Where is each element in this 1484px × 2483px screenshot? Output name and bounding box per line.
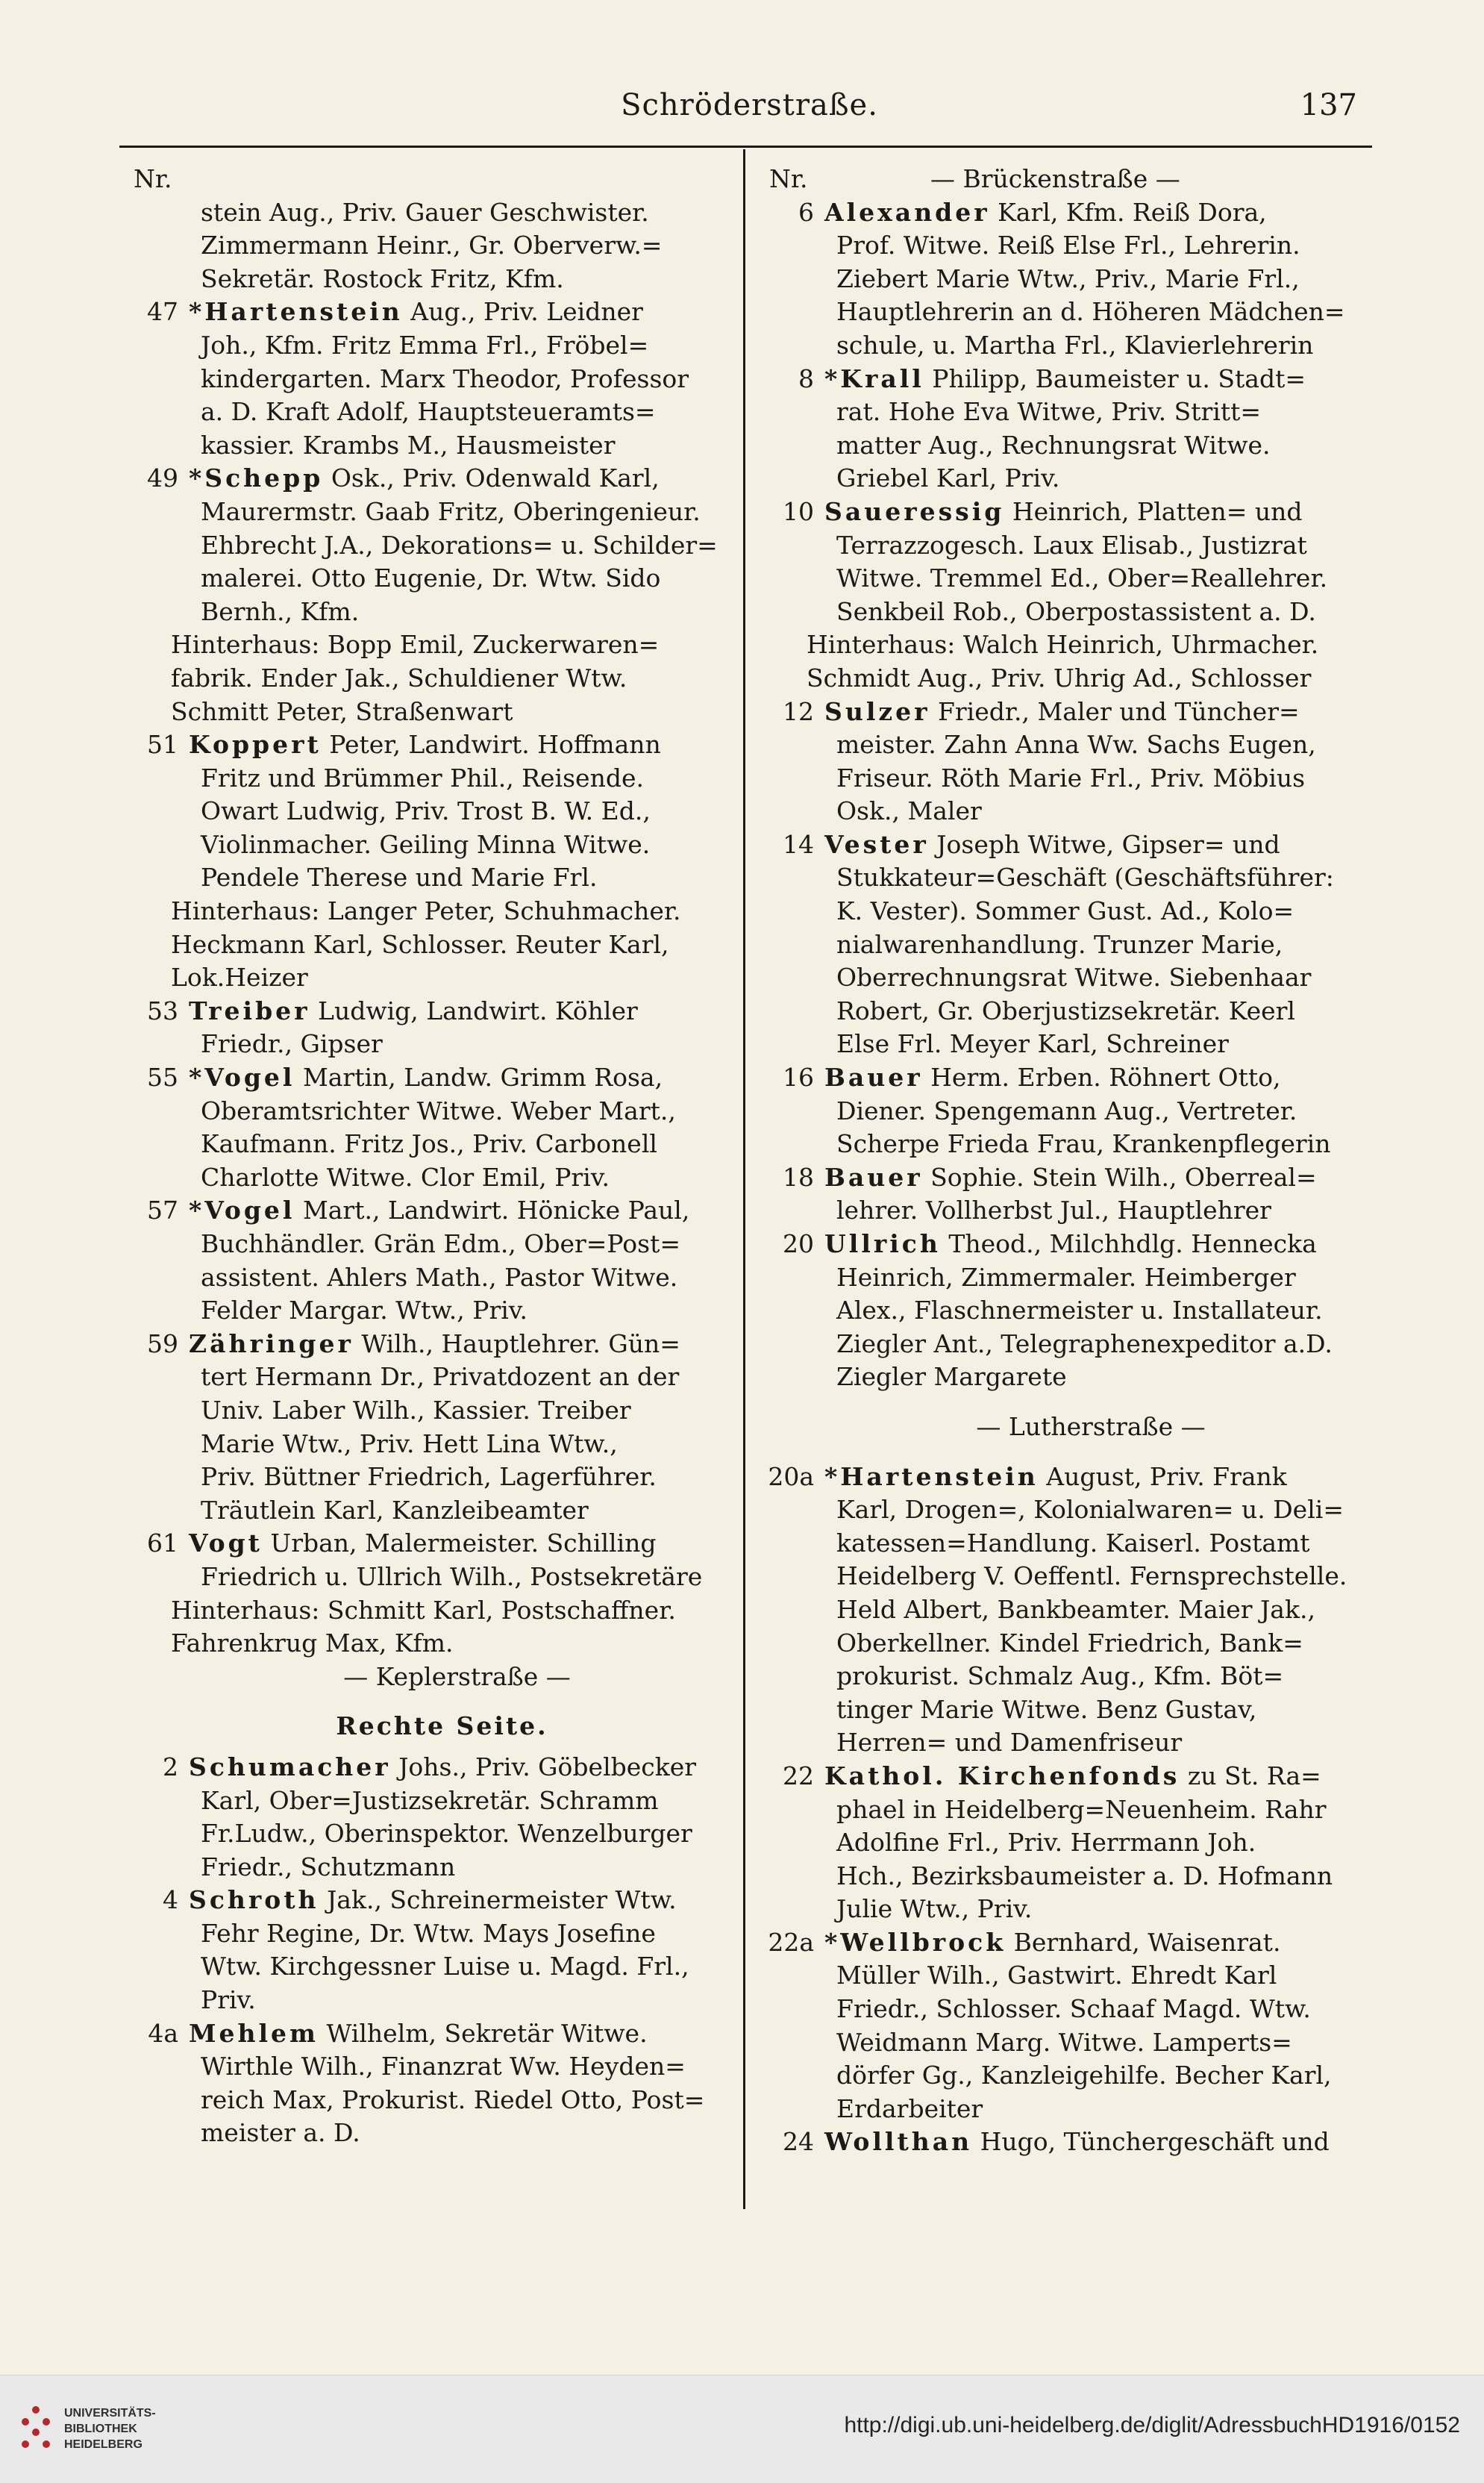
entry-continuation-line: Oberrechnungsrat Witwe. Siebenhaar <box>836 963 1312 993</box>
owner-name: Sulzer <box>824 696 930 726</box>
entry-continuation-line: Terrazzogesch. Laux Elisab., Justizrat <box>836 530 1307 560</box>
entry-continuation-line: Griebel Karl, Priv. <box>836 463 1060 493</box>
entry-continuation-line: Fritz und Brümmer Phil., Reisende. <box>201 763 644 793</box>
entry-continuation-line: reich Max, Prokurist. Riedel Otto, Post= <box>201 2084 705 2114</box>
entry-first-line <box>759 496 1393 529</box>
entry-continuation-line: Herren= und Damenfriseur <box>836 1728 1183 1758</box>
entry-continuation-line: Charlotte Witwe. Clor Emil, Priv. <box>201 1162 610 1192</box>
entry-text: Joseph Witwe, Gipser= und <box>936 829 1280 859</box>
continuation-line: Sekretär. Rostock Fritz, Kfm. <box>201 263 564 293</box>
entry-first-line <box>123 1194 761 1228</box>
library-name-line-1: UNIVERSITÄTS- <box>64 2407 156 2420</box>
library-name <box>64 2405 156 2452</box>
owner-name: Koppert <box>189 730 322 760</box>
entry-first-line <box>759 196 1393 230</box>
entry-first-line <box>123 2017 761 2051</box>
hinterhaus-line: Hinterhaus: Bopp Emil, Zuckerwaren= <box>171 630 660 660</box>
entry-continuation-line: phael in Heidelberg=Neuenheim. Rahr <box>836 1794 1327 1824</box>
house-entry <box>759 828 1393 1061</box>
entry-first-line <box>123 296 761 329</box>
entry-text: Johs., Priv. Göbelbecker <box>398 1752 697 1781</box>
entry-text: Karl, Kfm. Reiß Dora, <box>998 197 1267 227</box>
owner-name: *Vogel <box>189 1063 295 1093</box>
entry-text: August, Priv. Frank <box>1046 1461 1287 1491</box>
entry-text: Aug., Priv. Leidner <box>410 297 643 327</box>
hinterhaus-line: Lok.Heizer <box>171 963 308 993</box>
owner-name: Saueressig <box>824 496 1005 526</box>
entry-continuation-line: Osk., Maler <box>836 796 982 826</box>
library-name-line-3: HEIDELBERG <box>64 2438 143 2451</box>
entry-continuation-line: Priv. <box>201 1985 256 2015</box>
entry-text: Mart., Landwirt. Hönicke Paul, <box>302 1196 690 1225</box>
house-entry <box>759 696 1393 828</box>
entry-first-line <box>123 1061 761 1095</box>
entry-continuation-line: Robert, Gr. Oberjustizsekretär. Keerl <box>836 996 1295 1025</box>
entry-continuation-line: Adolfine Frl., Priv. Herrmann Joh. <box>836 1828 1256 1858</box>
house-number: 49 <box>147 463 178 493</box>
entry-continuation-line: prokurist. Schmalz Aug., Kfm. Böt= <box>836 1661 1284 1691</box>
entry-first-line <box>759 1061 1393 1095</box>
owner-name: Wollthan <box>824 2127 973 2157</box>
entry-continuation-line: Pendele Therese und Marie Frl. <box>201 863 598 893</box>
entry-continuation-line: Diener. Spengemann Aug., Vertreter. <box>836 1096 1297 1125</box>
hinterhaus-line: Hinterhaus: Langer Peter, Schuhmacher. <box>171 896 681 926</box>
hinterhaus-line: Schmidt Aug., Priv. Uhrig Ad., Schlosser <box>807 663 1312 693</box>
entry-continuation-line: Felder Margar. Wtw., Priv. <box>201 1296 527 1325</box>
house-number: 47 <box>147 297 178 327</box>
entry-continuation-line: Müller Wilh., Gastwirt. Ehredt Karl <box>836 1961 1277 1990</box>
entry-text: Herm. Erben. Röhnert Otto, <box>930 1063 1281 1093</box>
entry-continuation-line: Wirthle Wilh., Finanzrat Ww. Heyden= <box>201 2052 686 2081</box>
house-entry <box>759 496 1393 628</box>
house-number: 4a <box>148 2018 178 2048</box>
house-entry <box>123 2017 761 2150</box>
house-entry <box>759 196 1393 363</box>
entry-first-line <box>759 1161 1393 1195</box>
section-heading-lutherstrasse: — Lutherstraße — <box>976 1411 1206 1441</box>
entry-continuation-line: Kaufmann. Fritz Jos., Priv. Carbonell <box>201 1129 657 1159</box>
entry-text: Urban, Malermeister. Schilling <box>270 1528 657 1558</box>
hinterhaus-line: Hinterhaus: Walch Heinrich, Uhrmacher. <box>807 630 1319 660</box>
entry-continuation-line: Univ. Laber Wilh., Kassier. Treiber <box>201 1395 631 1425</box>
house-entry <box>123 1194 761 1327</box>
entry-continuation-line: Marie Wtw., Priv. Hett Lina Wtw., <box>201 1428 618 1458</box>
owner-name: Schroth <box>189 1885 319 1915</box>
owner-name: *Wellbrock <box>824 1927 1006 1957</box>
entry-continuation-line: Erdarbeiter <box>836 2093 983 2123</box>
entry-continuation-line: kassier. Krambs M., Hausmeister <box>201 430 616 460</box>
entry-text: Hugo, Tünchergeschäft und <box>980 2127 1330 2157</box>
entry-continuation-line: Fr.Ludw., Oberinspektor. Wenzelburger <box>201 1819 692 1849</box>
hinterhaus-line: fabrik. Ender Jak., Schuldiener Wtw. <box>171 663 627 693</box>
house-entry <box>123 1328 761 1528</box>
header-rule <box>119 146 1372 148</box>
page-number: 137 <box>1300 88 1357 122</box>
entry-first-line <box>123 995 761 1028</box>
entry-continuation-line: Ehbrecht J.A., Dekorations= u. Schilder= <box>201 530 718 560</box>
right-column <box>759 163 1393 2159</box>
entry-continuation-line: kindergarten. Marx Theodor, Professor <box>201 363 689 393</box>
house-entry <box>123 1527 761 1593</box>
house-number: 10 <box>783 496 814 526</box>
owner-name: *Schepp <box>189 463 324 493</box>
university-logo-icon <box>16 2404 55 2453</box>
continuation-line: stein Aug., Priv. Gauer Geschwister. <box>201 197 649 227</box>
entry-first-line <box>123 1751 761 1784</box>
entry-continuation-line: Ziebert Marie Wtw., Priv., Marie Frl., <box>836 263 1300 293</box>
owner-name: Vester <box>824 829 929 859</box>
entry-continuation-line: Joh., Kfm. Fritz Emma Frl., Fröbel= <box>201 330 649 360</box>
right-header-row <box>759 163 1393 196</box>
entry-text: Wilh., Hauptlehrer. Gün= <box>361 1328 680 1358</box>
entry-continuation-line: nialwarenhandlung. Trunzer Marie, <box>836 929 1283 959</box>
house-number: 4 <box>163 1885 178 1915</box>
entry-continuation-line: malerei. Otto Eugenie, Dr. Wtw. Sido <box>201 563 661 593</box>
house-number: 22 <box>783 1761 814 1790</box>
section-subheading-rechte-seite: Rechte Seite. <box>336 1711 548 1741</box>
house-number: 53 <box>147 996 178 1025</box>
entry-continuation-line: Senkbeil Rob., Oberpostassistent a. D. <box>836 596 1316 626</box>
house-entry <box>759 1061 1393 1161</box>
entry-continuation-line: Ziegler Ant., Telegraphenexpeditor a.D. <box>836 1328 1333 1358</box>
entry-first-line <box>759 1760 1393 1793</box>
entry-continuation-line: meister a. D. <box>201 2118 360 2148</box>
entry-continuation-line: Fehr Regine, Dr. Wtw. Mays Josefine <box>201 1918 656 1948</box>
entry-first-line <box>123 1328 761 1361</box>
entry-continuation-line: Alex., Flaschnermeister u. Installateur. <box>836 1296 1323 1325</box>
entry-continuation-line: Scherpe Frieda Frau, Krankenpflegerin <box>836 1129 1331 1159</box>
entry-continuation-line: Owart Ludwig, Priv. Trost B. W. Ed., <box>201 796 651 826</box>
entry-continuation-line: Heinrich, Zimmermaler. Heimberger <box>836 1262 1296 1292</box>
house-entry <box>759 1161 1393 1228</box>
entry-continuation-line: matter Aug., Rechnungsrat Witwe. <box>836 430 1271 460</box>
entry-text: Ludwig, Landwirt. Köhler <box>318 996 638 1025</box>
entry-text: Heinrich, Platten= und <box>1012 496 1303 526</box>
nr-label: Nr. <box>134 164 172 193</box>
entry-continuation-line: Heidelberg V. Oeffentl. Fernsprechstelle. <box>836 1561 1347 1591</box>
entry-continuation-line: Stukkateur=Geschäft (Geschäftsführer: <box>836 863 1334 893</box>
entry-continuation-line: Witwe. Tremmel Ed., Ober=Reallehrer. <box>836 563 1328 593</box>
entry-continuation-line: lehrer. Vollherbst Jul., Hauptlehrer <box>836 1196 1271 1225</box>
house-entry <box>759 1461 1393 1760</box>
entry-continuation-line: Hch., Bezirksbaumeister a. D. Hofmann <box>836 1861 1333 1890</box>
entry-first-line <box>123 728 761 762</box>
house-number: 55 <box>147 1063 178 1093</box>
entry-continuation-line: Held Albert, Bankbeamter. Maier Jak., <box>836 1594 1315 1624</box>
entry-continuation-line: katessen=Handlung. Kaiserl. Postamt <box>836 1528 1310 1558</box>
entry-continuation-line: Friseur. Röth Marie Frl., Priv. Möbius <box>836 763 1306 793</box>
entry-continuation-line: Julie Wtw., Priv. <box>836 1894 1033 1924</box>
entry-continuation-line: Karl, Drogen=, Kolonialwaren= u. Deli= <box>836 1495 1344 1525</box>
entry-text: Friedr., Maler und Tüncher= <box>937 696 1300 726</box>
hinterhaus-line: Fahrenkrug Max, Kfm. <box>171 1628 454 1658</box>
entry-continuation-line: Weidmann Marg. Witwe. Lamperts= <box>836 2027 1292 2057</box>
entry-text: Martin, Landw. Grimm Rosa, <box>302 1063 663 1093</box>
entry-continuation-line: Bernh., Kfm. <box>201 596 360 626</box>
entry-text: Osk., Priv. Odenwald Karl, <box>331 463 660 493</box>
owner-name: *Krall <box>824 363 924 393</box>
entry-continuation-line: Priv. Büttner Friedrich, Lagerführer. <box>201 1462 657 1492</box>
house-entry <box>759 2126 1393 2159</box>
entry-continuation-line: Wtw. Kirchgessner Luise u. Magd. Frl., <box>201 1952 689 1981</box>
entry-first-line <box>123 1884 761 1917</box>
entry-continuation-line: Violinmacher. Geiling Minna Witwe. <box>201 829 651 859</box>
entry-continuation-line: Maurermstr. Gaab Fritz, Oberingenieur. <box>201 496 701 526</box>
entry-continuation-line: Buchhändler. Grän Edm., Ober=Post= <box>201 1229 681 1258</box>
house-entry <box>123 1751 761 1884</box>
owner-name: *Vogel <box>189 1196 295 1225</box>
entry-continuation-line: meister. Zahn Anna Ww. Sachs Eugen, <box>836 730 1316 760</box>
entry-continuation-line: a. D. Kraft Adolf, Hauptsteueramts= <box>201 397 656 427</box>
owner-name: Mehlem <box>189 2018 319 2048</box>
entry-continuation-line: Ziegler Margarete <box>836 1362 1067 1392</box>
owner-name: *Hartenstein <box>824 1461 1039 1491</box>
entry-continuation-line: Träutlein Karl, Kanzleibeamter <box>201 1495 589 1525</box>
entry-first-line <box>759 1461 1393 1494</box>
section-heading-brueckenstrasse: — Brückenstraße — <box>930 164 1180 193</box>
entry-continuation-line: K. Vester). Sommer Gust. Ad., Kolo= <box>836 896 1294 926</box>
entry-first-line <box>759 696 1393 729</box>
house-number: 57 <box>147 1196 178 1225</box>
entry-continuation-line: Friedrich u. Ullrich Wilh., Postsekretäre <box>201 1561 703 1591</box>
house-entry <box>759 1760 1393 1926</box>
hinterhaus-line: Schmitt Peter, Straßenwart <box>171 696 513 726</box>
house-entry <box>759 363 1393 496</box>
section-heading-keplerstrasse: — Keplerstraße — <box>343 1661 571 1691</box>
entry-continuation-line: assistent. Ahlers Math., Pastor Witwe. <box>201 1262 678 1292</box>
entry-text: Jak., Schreinermeister Wtw. <box>327 1885 677 1915</box>
entry-text: Theod., Milchhdlg. Hennecka <box>948 1229 1317 1258</box>
house-entry <box>759 1926 1393 2126</box>
house-entry <box>123 728 761 895</box>
house-number: 14 <box>783 829 814 859</box>
owner-name: Treiber <box>189 996 310 1025</box>
entry-continuation-line: Karl, Ober=Justizsekretär. Schramm <box>201 1785 659 1815</box>
house-entry <box>123 995 761 1061</box>
house-number: 51 <box>147 730 178 760</box>
house-entry <box>759 1228 1393 1394</box>
entry-text: Philipp, Baumeister u. Stadt= <box>932 363 1306 393</box>
entry-continuation-line: tinger Marie Witwe. Benz Gustav, <box>836 1694 1257 1724</box>
house-number: 2 <box>163 1752 178 1781</box>
owner-name: Bauer <box>824 1063 923 1093</box>
entry-continuation-line: Else Frl. Meyer Karl, Schreiner <box>836 1029 1229 1059</box>
entry-text: Bernhard, Waisenrat. <box>1013 1927 1281 1957</box>
entry-continuation-line: dörfer Gg., Kanzleigehilfe. Becher Karl, <box>836 2061 1332 2090</box>
entry-first-line <box>759 363 1393 396</box>
viewer-footer <box>0 2375 1484 2483</box>
owner-name: Bauer <box>824 1162 923 1192</box>
entry-first-line <box>759 2126 1393 2159</box>
entry-continuation-line: Friedr., Schutzmann <box>201 1852 456 1881</box>
house-entry <box>123 1061 761 1194</box>
house-entry <box>123 1884 761 2017</box>
entry-first-line <box>759 1926 1393 1960</box>
house-number: 61 <box>147 1528 178 1558</box>
entry-continuation-line: Oberkellner. Kindel Friedrich, Bank= <box>836 1628 1303 1658</box>
left-column <box>123 163 761 2150</box>
owner-name: Zähringer <box>189 1328 354 1358</box>
house-number: 20a <box>768 1461 814 1491</box>
owner-name: Alexander <box>824 197 990 227</box>
owner-name: *Hartenstein <box>189 297 403 327</box>
entry-continuation-line: Friedr., Schlosser. Schaaf Magd. Wtw. <box>836 1994 1311 2024</box>
entry-text: Wilhelm, Sekretär Witwe. <box>326 2018 648 2048</box>
house-number: 8 <box>798 363 814 393</box>
house-number: 24 <box>783 2127 814 2157</box>
house-number: 12 <box>783 696 814 726</box>
entry-continuation-line: Prof. Witwe. Reiß Else Frl., Lehrerin. <box>836 231 1300 260</box>
entry-text: Peter, Landwirt. Hoffmann <box>329 730 661 760</box>
hinterhaus-line: Hinterhaus: Schmitt Karl, Postschaffner. <box>171 1595 676 1625</box>
entry-text: zu St. Ra= <box>1187 1761 1321 1790</box>
owner-name: Ullrich <box>824 1229 941 1258</box>
house-number: 18 <box>783 1162 814 1192</box>
house-entry <box>123 296 761 462</box>
house-number: 22a <box>768 1927 814 1957</box>
library-name-line-2: BIBLIOTHEK <box>64 2423 137 2435</box>
owner-name: Vogt <box>189 1528 263 1558</box>
entry-continuation-line: Hauptlehrerin an d. Höheren Mädchen= <box>836 297 1345 327</box>
page-title: Schröderstraße. <box>621 88 878 122</box>
house-number: 59 <box>147 1328 178 1358</box>
owner-name: Kathol. Kirchenfonds <box>824 1761 1180 1790</box>
continuation-line: Zimmermann Heinr., Gr. Oberverw.= <box>201 231 663 260</box>
entry-first-line <box>759 1228 1393 1261</box>
entry-continuation-line: schule, u. Martha Frl., Klavierlehrerin <box>836 330 1314 360</box>
page-header <box>127 88 1372 133</box>
nr-label: Nr. <box>769 164 808 193</box>
entry-first-line <box>123 1527 761 1561</box>
entry-continuation-line: rat. Hohe Eva Witwe, Priv. Stritt= <box>836 397 1262 427</box>
house-number: 6 <box>798 197 814 227</box>
house-entry <box>123 462 761 628</box>
entry-text: Sophie. Stein Wilh., Oberreal= <box>930 1162 1317 1192</box>
house-number: 16 <box>783 1063 814 1093</box>
source-url-link[interactable]: http://digi.ub.uni-heidelberg.de/diglit/AdressbuchHD1916/0152 <box>844 2413 1460 2437</box>
entry-continuation-line: Friedr., Gipser <box>201 1029 383 1059</box>
entry-continuation-line: tert Hermann Dr., Privatdozent an der <box>201 1362 680 1392</box>
hinterhaus-line: Heckmann Karl, Schlosser. Reuter Karl, <box>171 929 669 959</box>
entry-continuation-line: Oberamtsrichter Witwe. Weber Mart., <box>201 1096 676 1125</box>
house-number: 20 <box>783 1229 814 1258</box>
entry-first-line <box>759 828 1393 862</box>
entry-first-line <box>123 462 761 496</box>
owner-name: Schumacher <box>189 1752 391 1781</box>
